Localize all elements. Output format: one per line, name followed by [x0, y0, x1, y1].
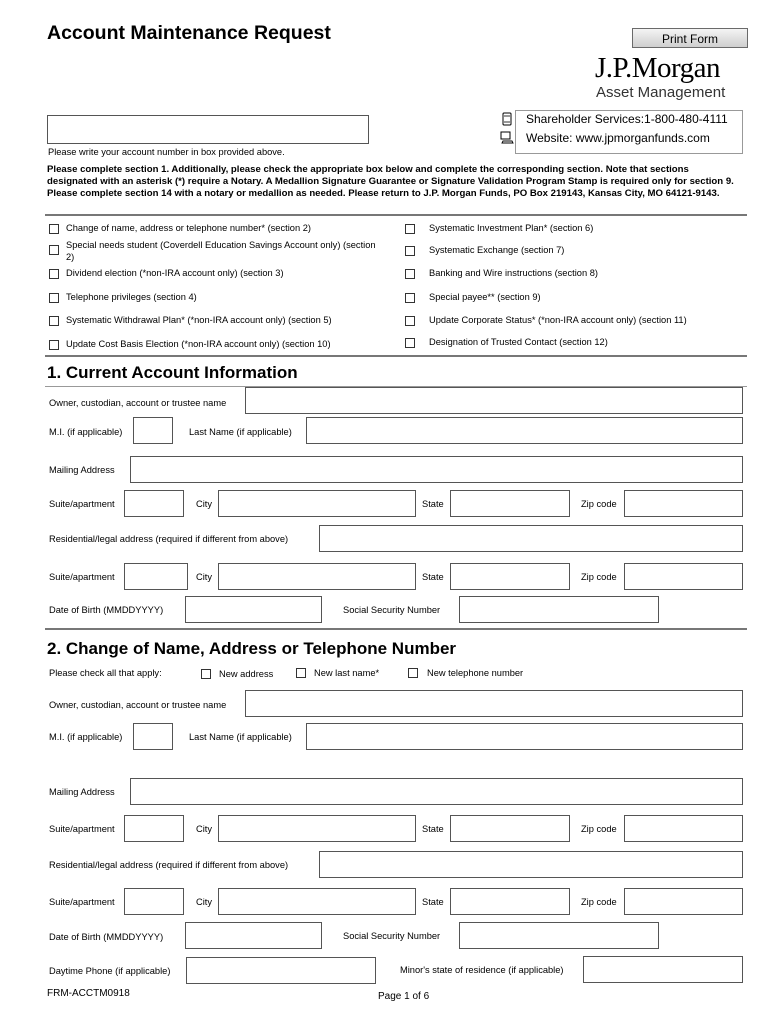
- s2-zip2-input[interactable]: [624, 888, 743, 915]
- page-title: Account Maintenance Request: [47, 22, 331, 44]
- s2-daytime-phone-input[interactable]: [186, 957, 376, 984]
- s1-state2-label: State: [422, 572, 444, 582]
- s2-residential-label: Residential/legal address (required if different from above): [49, 860, 289, 870]
- s1-zip-label: Zip code: [581, 499, 617, 509]
- s2-mailing-input[interactable]: [130, 778, 743, 805]
- checkbox-trusted-contact[interactable]: [405, 338, 415, 348]
- s2-ssn-input[interactable]: [459, 922, 659, 949]
- s1-mi-input[interactable]: [133, 417, 173, 444]
- option-label: Change of name, address or telephone number* (section 2): [66, 223, 311, 233]
- s1-dob-label: Date of Birth (MMDDYYYY): [49, 605, 164, 615]
- option-label: Update Corporate Status* (*non-IRA account only) (section 11): [429, 315, 687, 325]
- checkbox-banking-wire[interactable]: [405, 269, 415, 279]
- s2-mi-label: M.I. (if applicable): [49, 732, 123, 742]
- s2-last-name-label: Last Name (if applicable): [189, 732, 292, 742]
- s1-dob-input[interactable]: [185, 596, 322, 623]
- s2-suite-input[interactable]: [124, 815, 184, 842]
- checkbox-new-telephone[interactable]: [408, 668, 418, 678]
- account-number-note: Please write your account number in box provided above.: [48, 147, 285, 157]
- s2-state-label: State: [422, 824, 444, 834]
- asset-management-logo-text: Asset Management: [596, 84, 726, 101]
- s2-check-all-label: Please check all that apply:: [49, 668, 162, 678]
- form-id: FRM-ACCTM0918: [47, 988, 130, 999]
- checkbox-new-address[interactable]: [201, 669, 211, 679]
- s2-daytime-phone-label: Daytime Phone (if applicable): [49, 966, 171, 976]
- s2-state-input[interactable]: [450, 815, 570, 842]
- s1-owner-input[interactable]: [245, 387, 743, 414]
- s2-city2-input[interactable]: [218, 888, 416, 915]
- checkbox-systematic-withdrawal[interactable]: [49, 316, 59, 326]
- checkbox-systematic-exchange[interactable]: [405, 246, 415, 256]
- s1-zip2-label: Zip code: [581, 572, 617, 582]
- account-number-input[interactable]: [47, 115, 369, 144]
- phone-icon: [501, 112, 513, 126]
- s2-suite-label: Suite/apartment: [49, 824, 115, 834]
- s1-mailing-label: Mailing Address: [49, 465, 115, 475]
- s2-residential-input[interactable]: [319, 851, 743, 878]
- s1-residential-input[interactable]: [319, 525, 743, 552]
- divider: [45, 214, 747, 216]
- s1-city2-label: City: [196, 572, 213, 582]
- s2-minor-state-input[interactable]: [583, 956, 743, 983]
- s2-mailing-label: Mailing Address: [49, 787, 115, 797]
- s2-suite2-label: Suite/apartment: [49, 897, 115, 907]
- print-form-button[interactable]: Print Form: [632, 28, 748, 48]
- s2-suite2-input[interactable]: [124, 888, 184, 915]
- option-label: Special payee** (section 9): [429, 292, 541, 302]
- section2-heading: 2. Change of Name, Address or Telephone Number: [47, 639, 457, 658]
- checkbox-new-last-name[interactable]: [296, 668, 306, 678]
- s2-owner-label: Owner, custodian, account or trustee name: [49, 700, 227, 710]
- option-label: Designation of Trusted Contact (section 12): [429, 337, 608, 347]
- instructions-text: Please complete section 1. Additionally, please check the appropriate box below and complete the corresponding section. Note that sections designated with an asterisk (*) require a Notary. A Medallion Signature Guarantee or Signature Validation Program Stamp is required only for section 9. Please complete section 14 with a notary or medallion as needed. Please return to J.P. Morgan Funds, PO Box 219143, Kansas City, MO 64121-9143.: [47, 164, 734, 199]
- checkbox-change-name[interactable]: [49, 224, 59, 234]
- option-label: Banking and Wire instructions (section 8): [429, 268, 598, 278]
- option-label: Update Cost Basis Election (*non-IRA account only) (section 10): [66, 339, 331, 349]
- s2-zip-input[interactable]: [624, 815, 743, 842]
- s1-city-input[interactable]: [218, 490, 416, 517]
- s2-new-last-name-label: New last name*: [314, 668, 380, 678]
- s1-state-label: State: [422, 499, 444, 509]
- s2-city-label: City: [196, 824, 213, 834]
- option-label: Systematic Investment Plan* (section 6): [429, 223, 594, 233]
- s2-mi-input[interactable]: [133, 723, 173, 750]
- checkbox-cost-basis[interactable]: [49, 340, 59, 350]
- s1-city-label: City: [196, 499, 213, 509]
- s2-ssn-label: Social Security Number: [343, 931, 441, 941]
- option-label: Systematic Exchange (section 7): [429, 245, 565, 255]
- s1-state-input[interactable]: [450, 490, 570, 517]
- divider: [45, 628, 747, 630]
- s1-zip-input[interactable]: [624, 490, 743, 517]
- s2-last-name-input[interactable]: [306, 723, 743, 750]
- s2-new-phone-label: New telephone number: [427, 668, 524, 678]
- s1-suite2-label: Suite/apartment: [49, 572, 115, 582]
- s2-dob-input[interactable]: [185, 922, 322, 949]
- s2-city2-label: City: [196, 897, 213, 907]
- s1-mailing-input[interactable]: [130, 456, 743, 483]
- checkbox-telephone-privileges[interactable]: [49, 293, 59, 303]
- s2-owner-input[interactable]: [245, 690, 743, 717]
- checkbox-special-payee[interactable]: [405, 293, 415, 303]
- s2-dob-label: Date of Birth (MMDDYYYY): [49, 932, 164, 942]
- option-label: Telephone privileges (section 4): [66, 292, 197, 302]
- s1-residential-label: Residential/legal address (required if different from above): [49, 534, 289, 544]
- s1-last-name-label: Last Name (if applicable): [189, 427, 292, 437]
- s1-mi-label: M.I. (if applicable): [49, 427, 123, 437]
- s1-ssn-input[interactable]: [459, 596, 659, 623]
- s1-state2-input[interactable]: [450, 563, 570, 590]
- shareholder-phone: Shareholder Services:1-800-480-4111: [526, 112, 728, 126]
- s1-suite-label: Suite/apartment: [49, 499, 115, 509]
- checkbox-corporate-status[interactable]: [405, 316, 415, 326]
- s1-owner-label: Owner, custodian, account or trustee name: [49, 398, 227, 408]
- s2-zip-label: Zip code: [581, 824, 617, 834]
- jpmorgan-logo: J.P.Morgan: [595, 52, 720, 84]
- checkbox-special-needs[interactable]: [49, 245, 59, 255]
- s1-city2-input[interactable]: [218, 563, 416, 590]
- s2-state2-label: State: [422, 897, 444, 907]
- option-label: Systematic Withdrawal Plan* (*non-IRA account only) (section 5): [66, 315, 332, 325]
- s1-ssn-label: Social Security Number: [343, 605, 441, 615]
- page-number: Page 1 of 6: [378, 991, 430, 1002]
- s2-state2-input[interactable]: [450, 888, 570, 915]
- s1-last-name-input[interactable]: [306, 417, 743, 444]
- s2-zip2-label: Zip code: [581, 897, 617, 907]
- s1-suite-input[interactable]: [124, 490, 184, 517]
- s2-new-address-label: New address: [219, 669, 274, 679]
- computer-icon: [500, 130, 514, 144]
- s1-zip2-input[interactable]: [624, 563, 743, 590]
- option-label: Special needs student (Coverdell Education Savings Account only) (section 2): [66, 240, 376, 262]
- checkbox-dividend-election[interactable]: [49, 269, 59, 279]
- divider: [45, 355, 747, 357]
- s2-minor-state-label: Minor's state of residence (if applicable): [400, 965, 564, 975]
- s2-city-input[interactable]: [218, 815, 416, 842]
- website-link[interactable]: Website: www.jpmorganfunds.com: [526, 131, 710, 145]
- checkbox-systematic-investment[interactable]: [405, 224, 415, 234]
- s1-suite2-input[interactable]: [124, 563, 188, 590]
- section1-heading: 1. Current Account Information: [47, 363, 298, 382]
- option-label: Dividend election (*non-IRA account only) (section 3): [66, 268, 284, 278]
